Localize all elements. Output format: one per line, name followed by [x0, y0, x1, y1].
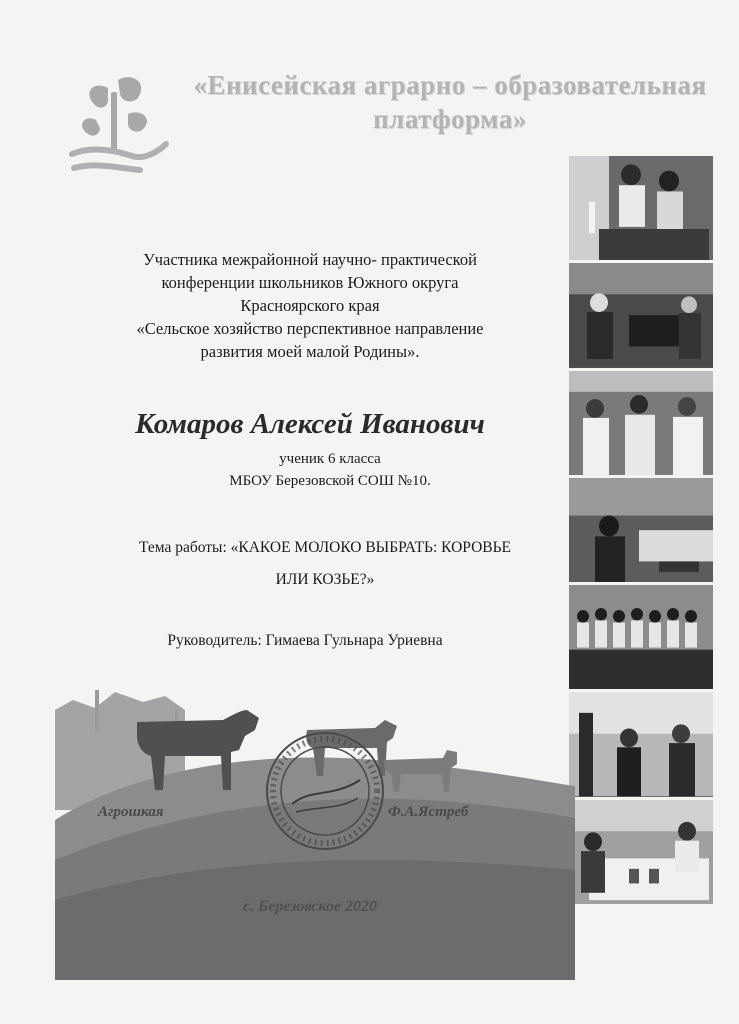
faded-heading: [260, 188, 480, 208]
place-and-year: с. Березовское 2020: [243, 898, 377, 915]
photo-lab: [569, 156, 713, 260]
recipient-name: Комаров Алексей Иванович: [135, 408, 485, 440]
student-grade: ученик 6 класса: [279, 451, 381, 467]
hand-sprout-icon: [62, 70, 172, 180]
signature-left: Агрошкая: [98, 804, 164, 820]
organization-title-line2: платформа»: [373, 104, 527, 134]
signature-right: Ф.А.Ястреб: [388, 804, 469, 820]
work-topic-line2: ИЛИ КОЗЬЕ?»: [275, 571, 375, 588]
organization-title-line1: «Енисейская аграрно – образовательная: [193, 70, 707, 100]
supervisor: Руководитель: Гимаева Гульнара Уриевна: [167, 632, 443, 649]
photo-farm: [569, 263, 713, 367]
award-description: [70, 248, 550, 363]
work-topic: [80, 532, 570, 596]
photo-lab-coats: [569, 371, 713, 475]
student-info: [170, 448, 490, 492]
award-line-5: развития моей малой Родины».: [200, 342, 420, 361]
award-line-4: «Сельское хозяйство перспективное направление: [136, 319, 484, 338]
photo-classroom: [569, 478, 713, 582]
photo-group: [569, 585, 713, 689]
student-school: МБОУ Березовской СОШ №10.: [229, 473, 431, 489]
work-topic-line1: Тема работы: «КАКОЕ МОЛОКО ВЫБРАТЬ: КОРОВЬЕ: [139, 539, 511, 556]
photo-lab-table: [569, 800, 713, 904]
official-stamp: [262, 728, 388, 854]
organization-title: [190, 68, 710, 136]
award-line-2: конференции школьников Южного округа: [161, 273, 459, 292]
photo-outdoor: [569, 692, 713, 796]
award-line-1: Участника межрайонной научно- практической: [143, 250, 477, 269]
photo-strip: [569, 156, 713, 904]
award-line-3: Красноярского края: [240, 296, 380, 315]
